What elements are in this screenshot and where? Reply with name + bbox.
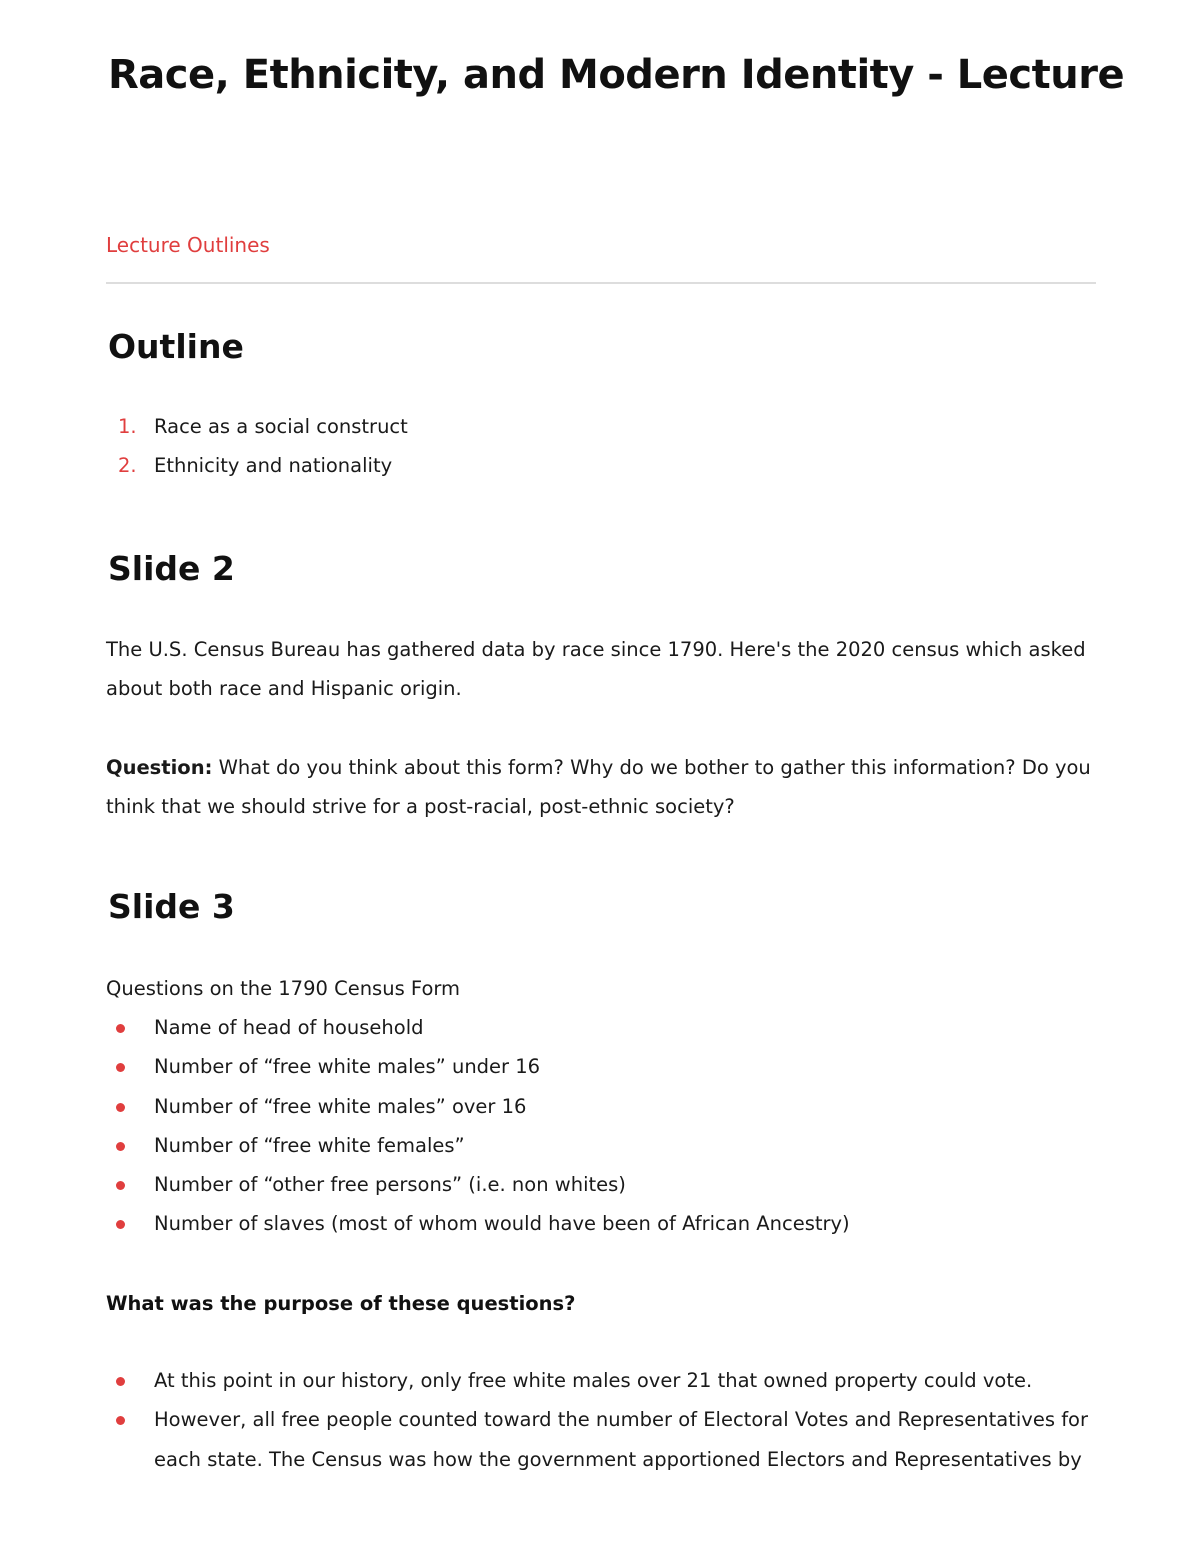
list-item-text: Number of “free white males” under 16 <box>154 1055 541 1079</box>
slide-3-heading: Slide 3 <box>108 887 235 926</box>
outline-list <box>106 407 1096 486</box>
outline-heading: Outline <box>108 327 244 366</box>
slide-3-intro: Questions on the 1790 Census Form <box>106 977 461 1000</box>
list-item <box>106 1008 1096 1047</box>
list-item-text: Number of slaves (most of whom would have been of African Ancestry) <box>154 1212 850 1236</box>
bullet-icon <box>116 1416 125 1425</box>
outline-item-number: 2. <box>118 454 137 478</box>
question-label: Question: <box>106 756 213 779</box>
purpose-heading: What was the purpose of these questions? <box>106 1292 576 1315</box>
list-item <box>106 1087 1096 1126</box>
list-item-text: However, all free people counted toward the number of Electoral Votes and Representatives for each state. The Census was how the government apportioned Electors and Representatives by <box>154 1408 1089 1471</box>
list-item <box>106 1126 1096 1165</box>
list-item-text: Name of head of household <box>154 1016 424 1039</box>
outline-item-text: Race as a social construct <box>154 415 408 438</box>
census-questions-list <box>106 1008 1096 1244</box>
bullet-icon <box>116 1103 125 1112</box>
breadcrumb-lecture-outlines[interactable]: Lecture Outlines <box>106 233 270 257</box>
slide-2-paragraph: The U.S. Census Bureau has gathered data by race since 1790. Here's the 2020 census which asked about both race and Hispanic origin. <box>106 638 1086 700</box>
divider <box>106 282 1096 284</box>
list-item <box>106 1400 1096 1479</box>
list-item <box>106 1047 1096 1086</box>
outline-item <box>106 407 1096 446</box>
question-text: What do you think about this form? Why do we bother to gather this information? Do you think that we should strive for a post-racial, post-ethnic society? <box>106 756 1091 818</box>
list-item <box>106 1361 1096 1400</box>
slide-2-question <box>106 748 1096 826</box>
bullet-icon <box>116 1142 125 1151</box>
outline-item-number: 1. <box>118 415 137 438</box>
page-title: Race, Ethnicity, and Modern Identity - Lecture <box>108 52 1125 98</box>
list-item-text: Number of “other free persons” (i.e. non whites) <box>154 1173 626 1197</box>
bullet-icon <box>116 1063 125 1072</box>
bullet-icon <box>116 1220 125 1229</box>
slide-2-heading: Slide 2 <box>108 549 235 588</box>
bullet-icon <box>116 1377 125 1386</box>
purpose-list <box>106 1361 1096 1479</box>
list-item-text: Number of “free white females” <box>154 1133 465 1157</box>
outline-item <box>106 446 1096 485</box>
list-item <box>106 1204 1096 1243</box>
outline-item-text: Ethnicity and nationality <box>154 454 393 478</box>
bullet-icon <box>116 1024 125 1033</box>
list-item-text: At this point in our history, only free white males over 21 that owned property could vote. <box>154 1369 1033 1392</box>
bullet-icon <box>116 1181 125 1190</box>
list-item <box>106 1165 1096 1204</box>
list-item-text: Number of “free white males” over 16 <box>154 1094 527 1118</box>
